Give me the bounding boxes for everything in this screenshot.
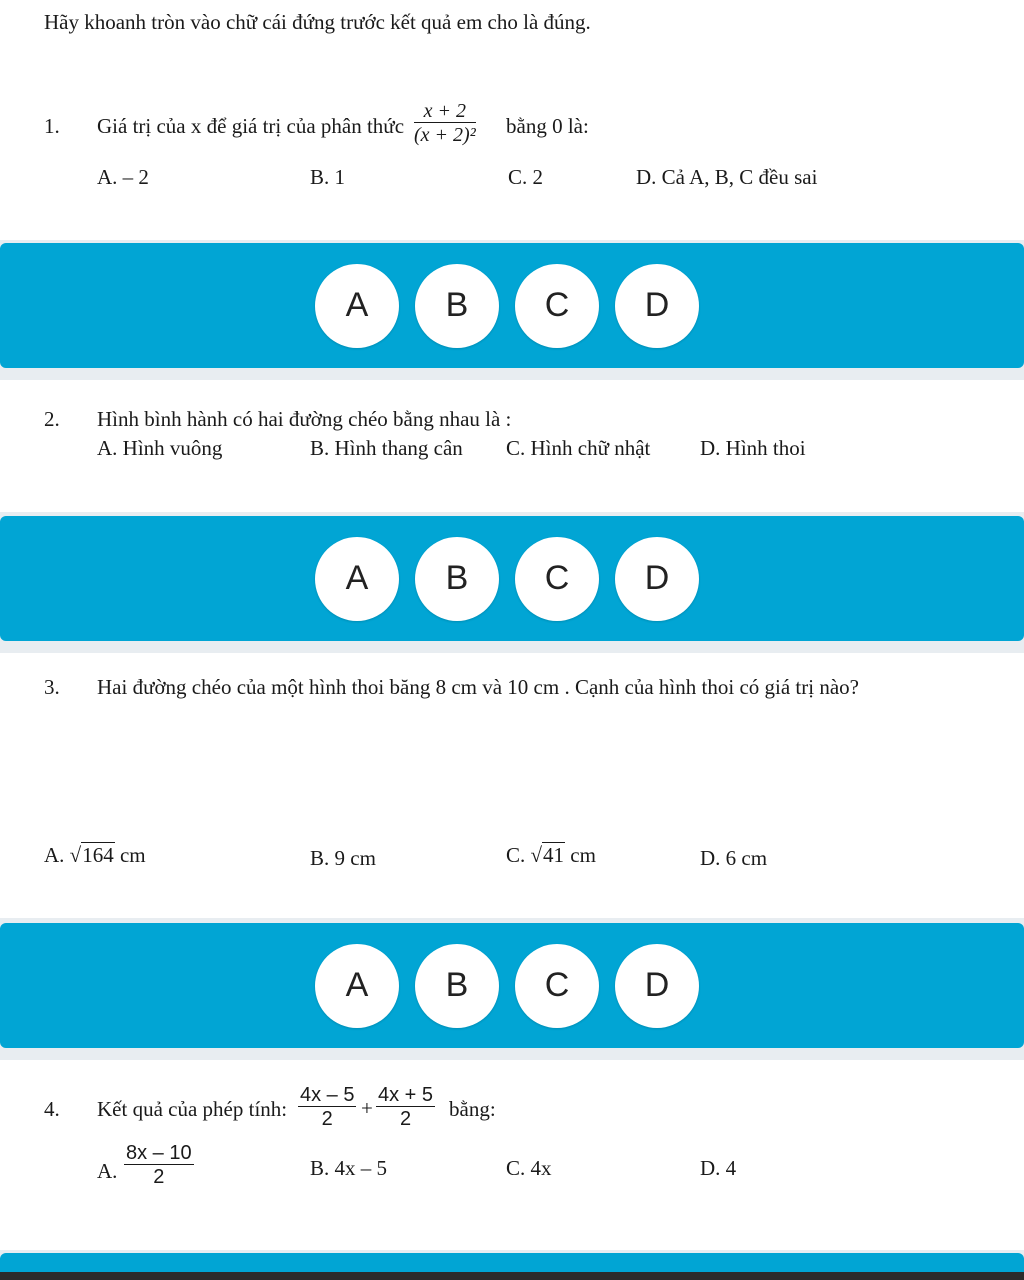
q3-option-c-unit: cm	[570, 843, 596, 867]
q1-fraction-denominator: (x + 2)²	[414, 124, 476, 146]
q4-number: 4.	[44, 1097, 60, 1121]
q4-text-after: bằng:	[449, 1097, 496, 1121]
q2-number: 2.	[44, 407, 60, 431]
question-2-card	[0, 380, 1024, 512]
instruction-text: Hãy khoanh tròn vào chữ cái đứng trước kết quả em cho là đúng.	[44, 10, 591, 34]
q4-fraction-2-denominator: 2	[399, 1108, 412, 1130]
q3-option-d: D. 6 cm	[700, 846, 768, 870]
q3-option-a-sqrt: √164	[69, 843, 114, 867]
q1-choices	[315, 243, 699, 368]
q2-answer-bar	[0, 516, 1024, 641]
q3-option-b: B. 9 cm	[310, 846, 376, 870]
q2-option-c: C. Hình chữ nhật	[506, 436, 651, 460]
q3-answer-bar	[0, 923, 1024, 1048]
q1-option-c: C. 2	[508, 165, 544, 189]
q3-option-a	[44, 845, 146, 866]
q4-fraction-2	[376, 1084, 435, 1131]
q4-option-c: C. 4x	[506, 1156, 552, 1180]
question-3-card	[0, 653, 1024, 918]
q2-choice-d[interactable]: D	[615, 537, 699, 621]
q1-answer-bar	[0, 243, 1024, 368]
q1-choice-c[interactable]: C	[515, 264, 599, 348]
q3-choice-b[interactable]: B	[415, 944, 499, 1028]
q1-choice-a[interactable]: A	[315, 264, 399, 348]
q3-option-a-label: A.	[44, 843, 65, 867]
q1-option-d: D. Cả A, B, C đều sai	[636, 165, 818, 189]
q1-fraction	[414, 100, 476, 147]
q1-choice-b[interactable]: B	[415, 264, 499, 348]
q3-option-a-unit: cm	[119, 843, 146, 867]
q3-option-c-radicand: 41	[543, 843, 565, 867]
q3-option-c-label: C.	[506, 843, 526, 867]
q4-option-d: D. 4	[700, 1156, 737, 1180]
q4-plus-sign: +	[361, 1096, 373, 1120]
q3-choice-d[interactable]: D	[615, 944, 699, 1028]
q3-number: 3.	[44, 675, 60, 699]
q1-fraction-numerator: x + 2	[414, 100, 476, 123]
q1-choice-d[interactable]: D	[615, 264, 699, 348]
q4-option-a-denominator: 2	[153, 1166, 165, 1188]
q2-option-b: B. Hình thang cân	[310, 436, 463, 460]
q4-option-a-fraction	[124, 1142, 194, 1189]
question-4-card	[0, 1060, 1024, 1250]
q2-choice-a[interactable]: A	[315, 537, 399, 621]
q4-fraction-1	[298, 1084, 356, 1131]
q4-option-b: B. 4x – 5	[310, 1156, 388, 1180]
q3-option-c	[506, 845, 596, 866]
q4-fraction-1-denominator: 2	[321, 1108, 333, 1130]
q1-text-after: bằng 0 là:	[506, 114, 589, 138]
question-1-card	[0, 0, 1024, 240]
q3-choice-a[interactable]: A	[315, 944, 399, 1028]
q3-choice-c[interactable]: C	[515, 944, 599, 1028]
q4-text-before: Kết quả của phép tính:	[97, 1097, 288, 1121]
q1-text-before: Giá trị của x để giá trị của phân thức	[97, 114, 405, 138]
q3-option-a-radicand: 164	[82, 843, 114, 867]
q4-fraction-1-numerator: 4x – 5	[300, 1084, 355, 1106]
bottom-edge	[0, 1272, 1024, 1280]
q2-choices	[315, 516, 699, 641]
q2-text: Hình bình hành có hai đường chéo bằng nhau là :	[97, 407, 512, 431]
q1-number: 1.	[44, 114, 60, 138]
q2-choice-c[interactable]: C	[515, 537, 599, 621]
q2-choice-b[interactable]: B	[415, 537, 499, 621]
q3-text: Hai đường chéo của một hình thoi băng 8 cm và 10 cm . Cạnh của hình thoi có giá trị nào?	[97, 675, 859, 699]
q1-option-a: A. – 2	[97, 165, 149, 189]
q2-option-d: D. Hình thoi	[700, 436, 806, 460]
q3-option-c-sqrt: √41	[530, 843, 565, 867]
q4-fraction-2-numerator: 4x + 5	[378, 1084, 434, 1106]
q1-option-b: B. 1	[310, 165, 346, 189]
q2-option-a: A. Hình vuông	[97, 436, 223, 460]
q3-choices	[315, 923, 699, 1048]
q4-option-a-label: A.	[97, 1159, 118, 1183]
q4-option-a-numerator: 8x – 10	[126, 1142, 192, 1164]
